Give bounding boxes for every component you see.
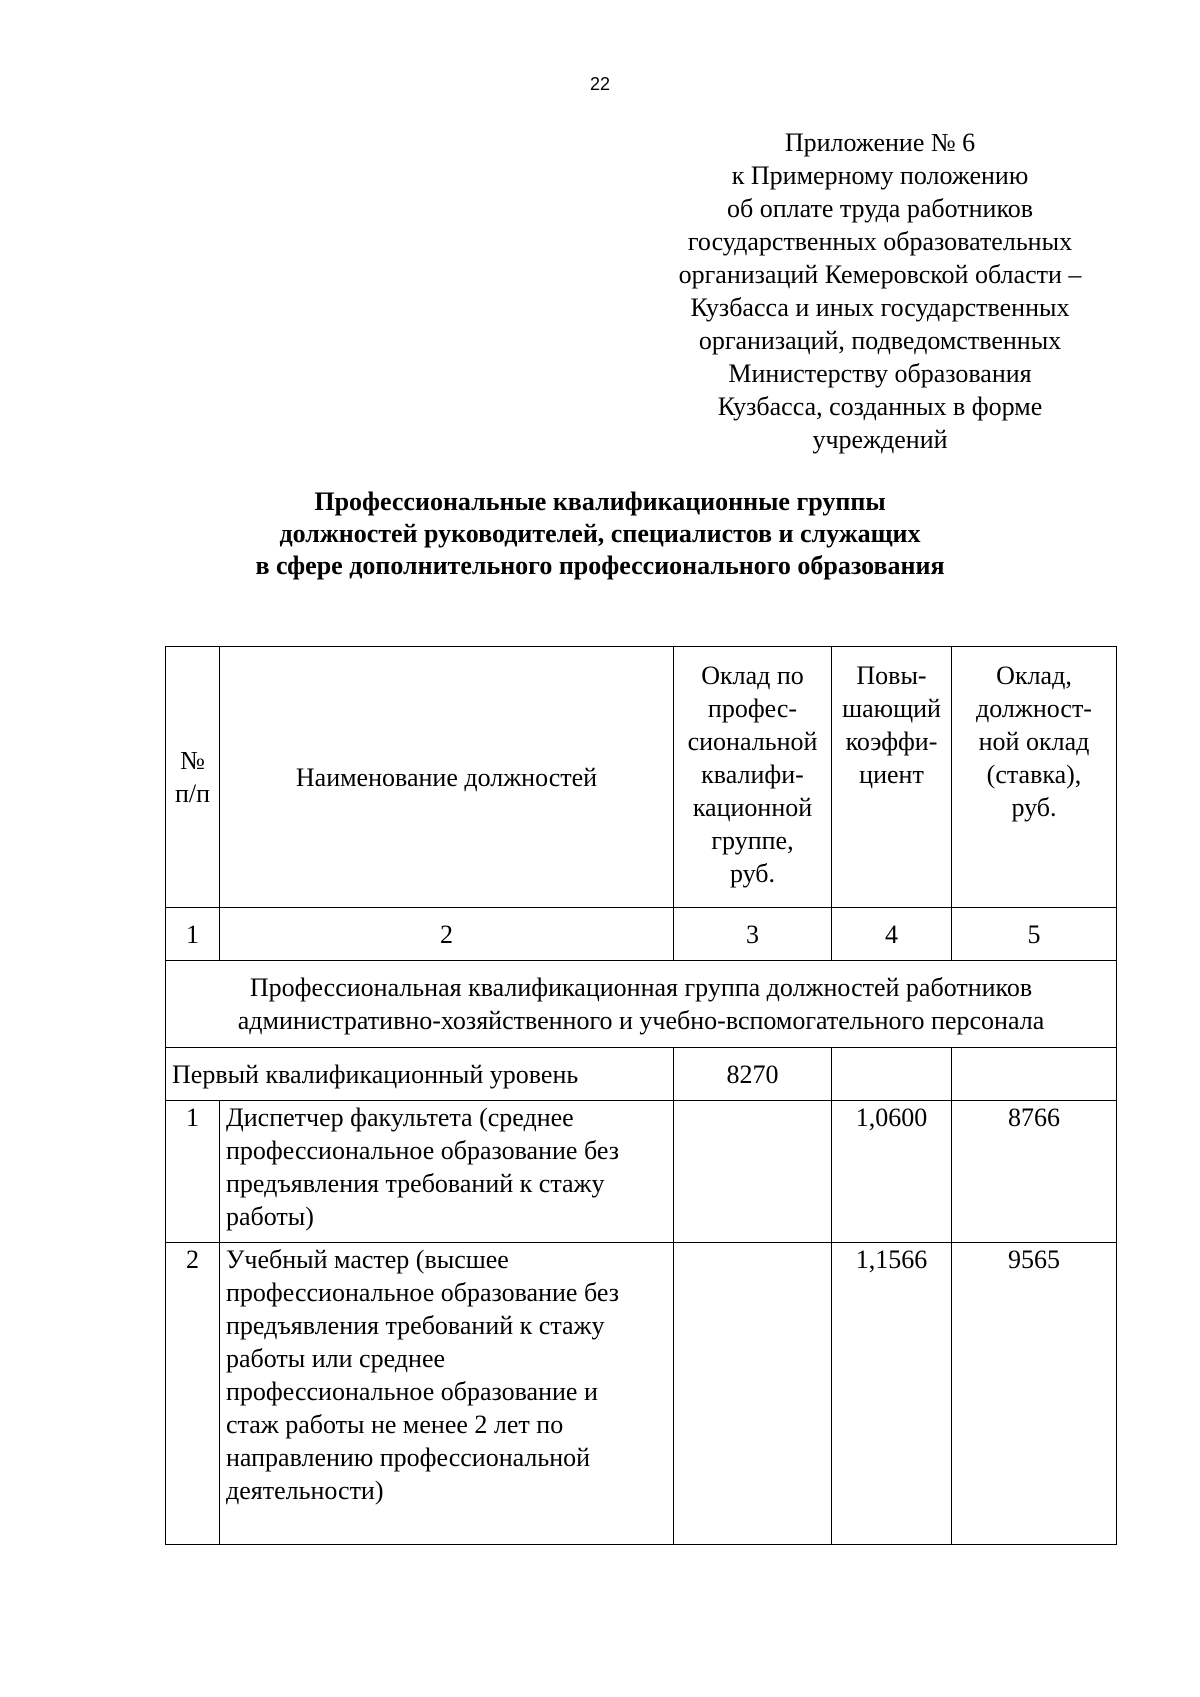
- header-number-line: п/п: [174, 779, 211, 808]
- position-name-line: работы или среднее: [226, 1344, 446, 1373]
- empty-cell: [674, 1101, 832, 1243]
- row-coefficient: 1,0600: [832, 1101, 952, 1243]
- appendix-line: Министерству образования: [728, 359, 1032, 388]
- column-number: 2: [220, 908, 674, 961]
- position-name-line: направлению профессиональной: [226, 1443, 591, 1472]
- row-number: 1: [166, 1101, 220, 1243]
- header-pkg-line: квалифи-: [701, 760, 804, 789]
- header-pkg-salary: [674, 647, 832, 908]
- appendix-line: учреждений: [812, 425, 948, 454]
- column-number: 3: [674, 908, 832, 961]
- row-salary: 9565: [952, 1243, 1117, 1545]
- header-pkg-line: группе,: [711, 826, 794, 855]
- appendix-line: Приложение № 6: [784, 128, 976, 157]
- header-row: [166, 647, 1117, 908]
- page-number: 22: [589, 74, 611, 94]
- row-coefficient: 1,1566: [832, 1243, 952, 1545]
- document-title: [0, 486, 1200, 582]
- appendix-line: к Примерному положению: [731, 161, 1029, 190]
- empty-cell: [832, 1048, 952, 1101]
- group-title-row: [166, 961, 1117, 1048]
- appendix-line: об оплате труда работников: [726, 194, 1034, 223]
- header-pkg-line: сиональной: [687, 727, 818, 756]
- level-label: Первый квалификационный уровень: [166, 1048, 674, 1101]
- header-pkg-line: профес-: [707, 694, 798, 723]
- table-row: [166, 1101, 1117, 1243]
- appendix-note: [670, 126, 1090, 456]
- header-salary-line: должност-: [976, 694, 1092, 723]
- header-coef-line: циент: [859, 760, 924, 789]
- header-salary-line: (ставка),: [986, 760, 1082, 789]
- position-name-line: работы): [226, 1202, 314, 1231]
- column-number: 1: [166, 908, 220, 961]
- header-salary-line: руб.: [1011, 793, 1057, 822]
- position-name-line: деятельности): [226, 1476, 384, 1505]
- position-name-line: стаж работы не менее 2 лет по: [226, 1410, 564, 1439]
- appendix-line: организаций, подведомственных: [698, 326, 1062, 355]
- header-pkg-line: Оклад по: [701, 661, 804, 690]
- group-title-line: Профессиональная квалификационная группа должностей работников: [249, 973, 1033, 1002]
- position-name: [220, 1243, 674, 1545]
- empty-cell: [952, 1048, 1117, 1101]
- position-name-line: профессиональное образование без: [226, 1278, 619, 1307]
- appendix-line: Кузбасса и иных государственных: [690, 293, 1070, 322]
- header-salary: [952, 647, 1117, 908]
- position-name-line: профессиональное образование без: [226, 1136, 619, 1165]
- header-number-line: №: [180, 746, 205, 775]
- appendix-line: организаций Кемеровской области –: [678, 260, 1082, 289]
- position-name-line: профессиональное образование и: [226, 1377, 598, 1406]
- header-coefficient: [832, 647, 952, 908]
- title-line: в сфере дополнительного профессионального образования: [255, 551, 945, 580]
- header-coef-line: шающий: [842, 694, 941, 723]
- appendix-line: Кузбасса, созданных в форме: [717, 392, 1043, 421]
- appendix-line: государственных образовательных: [687, 227, 1073, 256]
- group-title: [166, 961, 1117, 1048]
- column-number: 4: [832, 908, 952, 961]
- level-salary: 8270: [674, 1048, 832, 1101]
- empty-cell: [674, 1243, 832, 1545]
- title-line: Профессиональные квалификационные группы: [314, 487, 886, 516]
- header-coef-line: Повы-: [856, 661, 927, 690]
- group-title-line: административно-хозяйственного и учебно-вспомогательного персонала: [237, 1006, 1045, 1035]
- table-row: [166, 1243, 1117, 1545]
- column-number-row: [166, 908, 1117, 961]
- row-number: 2: [166, 1243, 220, 1545]
- header-pkg-line: руб.: [729, 859, 776, 888]
- position-name-line: предъявления требований к стажу: [226, 1311, 605, 1340]
- column-number: 5: [952, 908, 1117, 961]
- position-name-line: Учебный мастер (высшее: [226, 1245, 509, 1274]
- title-line: должностей руководителей, специалистов и служащих: [279, 519, 921, 548]
- header-salary-line: ной оклад: [978, 727, 1090, 756]
- header-pkg-line: кационной: [692, 793, 813, 822]
- header-coef-line: коэффи-: [845, 727, 938, 756]
- salary-table: [165, 646, 1117, 1545]
- position-name-line: предъявления требований к стажу: [226, 1169, 605, 1198]
- header-salary-line: Оклад,: [996, 661, 1072, 690]
- row-salary: 8766: [952, 1101, 1117, 1243]
- header-position-name: Наименование должностей: [220, 647, 674, 908]
- position-name-line: Диспетчер факультета (среднее: [226, 1103, 574, 1132]
- position-name: [220, 1101, 674, 1243]
- level-row: [166, 1048, 1117, 1101]
- header-number: [166, 647, 220, 908]
